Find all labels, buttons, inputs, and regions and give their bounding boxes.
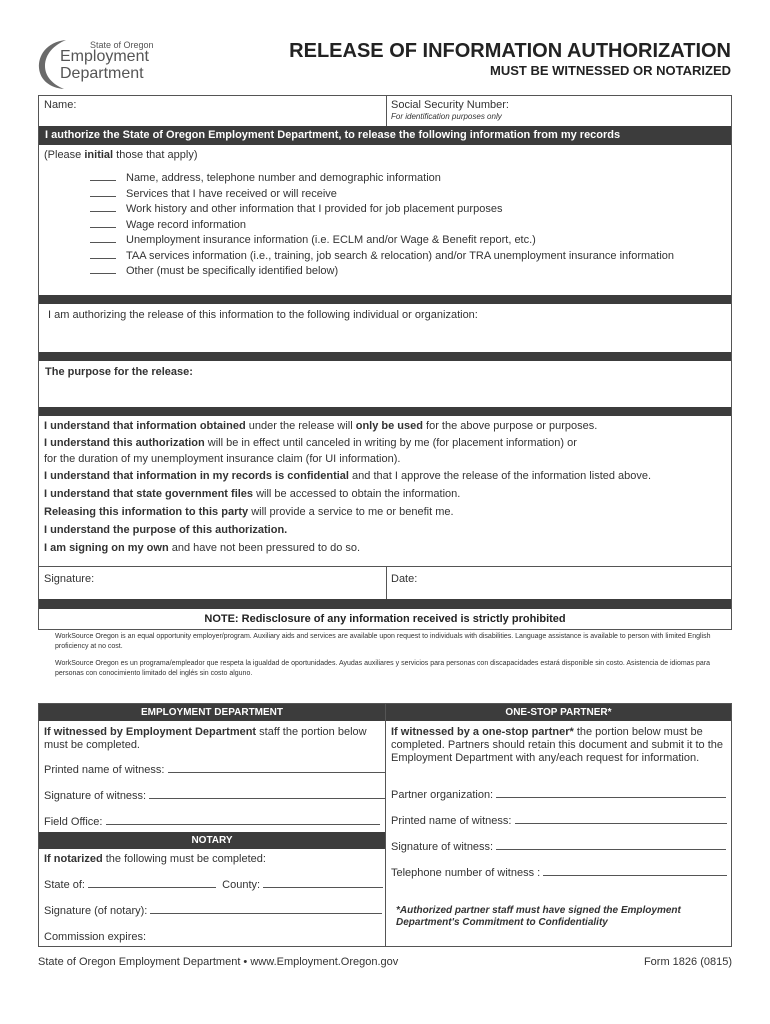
item-text: TAA services information (i.e., training, job search & relocation) and/or TRA unemployment insurance information xyxy=(126,249,675,262)
list-item[interactable] xyxy=(90,218,674,234)
initial-blank[interactable] xyxy=(90,249,116,259)
authorize-text: I authorize the State of Oregon Employment Department, to release the following information from my records xyxy=(45,129,621,141)
notary-commission-field[interactable] xyxy=(44,931,146,943)
list-item[interactable] xyxy=(90,171,674,187)
item-text: Work history and other information that I provided for job placement purposes xyxy=(126,203,503,215)
list-item[interactable] xyxy=(90,202,674,218)
statement-line: for the duration of my unemployment insurance claim (for UI information). xyxy=(44,453,401,465)
emp-dept-intro: If witnessed by Employment Department staff the portion below must be completed. xyxy=(44,726,367,751)
witness-column-divider xyxy=(385,704,386,946)
notary-commission-label: Commission expires: xyxy=(44,931,147,943)
initial-instruction xyxy=(44,149,197,161)
signature-input[interactable] xyxy=(39,567,386,599)
recipient-input[interactable] xyxy=(39,304,731,352)
initial-blank[interactable] xyxy=(90,171,116,181)
notary-county-label: County: xyxy=(222,879,261,891)
item-text: Wage record information xyxy=(126,218,247,231)
statement-line: I understand this authorization will be in effect until canceled in writing by me (for placement information) or xyxy=(44,437,577,449)
emp-printed-name-label: Printed name of witness: xyxy=(44,764,165,776)
form-subtitle: MUST BE WITNESSED OR NOTARIZED xyxy=(490,63,731,78)
name-input[interactable] xyxy=(39,96,386,126)
partner-footnote: *Authorized partner staff must have signed the Employment Department's Commitment to Confidentiality xyxy=(396,905,681,928)
info-items-list xyxy=(90,171,674,280)
one-stop-heading: ONE-STOP PARTNER* xyxy=(386,704,731,721)
emp-signature-label: Signature of witness: xyxy=(44,790,147,802)
initial-blank[interactable] xyxy=(90,264,116,274)
item-text: Unemployment insurance information (i.e. ECLM and/or Wage & Benefit report, etc.) xyxy=(126,234,536,246)
partner-signature-label: Signature of witness: xyxy=(391,841,494,853)
list-item[interactable] xyxy=(90,264,674,280)
initial-bold: initial xyxy=(84,149,114,161)
eeo-spanish: WorkSource Oregon es un programa/empleador que respeta la igualdad de oportunidades. Ayudas auxiliares y servicios para personas con discapacidades estará disponible sin costo. Asistencia de idiomas para personas con conocimiento limitado del inglés sin costo alguno. xyxy=(55,660,711,677)
footer-agency: State of Oregon Employment Department • www.Employment.Oregon.gov xyxy=(38,956,399,968)
partner-printed-name-field[interactable] xyxy=(391,815,727,827)
list-item[interactable] xyxy=(90,187,674,203)
statement-line: I understand the purpose of this authorization. xyxy=(44,524,288,536)
date-label: Date: xyxy=(391,573,418,585)
notary-state-label: State of: xyxy=(44,879,85,891)
initial-blank[interactable] xyxy=(90,187,116,197)
authorize-bar xyxy=(39,126,731,145)
partner-telephone-field[interactable] xyxy=(391,867,727,879)
emp-printed-name-field[interactable] xyxy=(44,764,386,776)
initial-blank[interactable] xyxy=(90,218,116,228)
list-item[interactable] xyxy=(90,249,674,265)
statement-line: Releasing this information to this party will provide a service to me or benefit me. xyxy=(44,506,454,518)
footer-form-number: Form 1826 (0815) xyxy=(643,956,732,968)
partner-printed-name-label: Printed name of witness: xyxy=(391,815,512,827)
separator-bar xyxy=(39,407,731,416)
logo-line2: Department xyxy=(60,65,144,82)
item-text: Name, address, telephone number and demographic information xyxy=(126,172,441,184)
purpose-input[interactable] xyxy=(39,361,731,407)
partner-telephone-label: Telephone number of witness : xyxy=(391,867,541,879)
ssn-label: Social Security Number: xyxy=(391,99,509,111)
initial-pre: (Please xyxy=(44,149,85,161)
separator-bar xyxy=(39,352,731,361)
form-title: RELEASE OF INFORMATION AUTHORIZATION xyxy=(289,40,731,62)
separator-bar xyxy=(39,599,731,609)
ssn-input[interactable] xyxy=(387,96,731,126)
logo-line1: Employment xyxy=(60,48,149,65)
statement-line: I am signing on my own and have not been pressured to do so. xyxy=(44,542,361,554)
item-text: Other (must be specifically identified below) xyxy=(126,265,339,277)
notary-state-county-field[interactable] xyxy=(44,879,383,891)
eeo-english: WorkSource Oregon is an equal opportunity employer/program. Auxiliary aids and services are available upon request to individuals with disabilities. Language assistance is available to person with limited English proficiency at no cost. xyxy=(55,633,711,650)
emp-dept-heading: EMPLOYMENT DEPARTMENT xyxy=(39,704,385,721)
initial-blank[interactable] xyxy=(90,202,116,212)
recipient-label: I am authorizing the release of this information to the following individual or organization: xyxy=(48,309,478,321)
date-input[interactable] xyxy=(387,567,731,599)
notary-signature-field[interactable] xyxy=(44,905,382,917)
agency-logo xyxy=(36,36,156,92)
partner-org-label: Partner organization: xyxy=(391,789,494,801)
signature-label: Signature: xyxy=(44,573,95,585)
name-label: Name: xyxy=(44,99,77,111)
emp-field-office-field[interactable] xyxy=(44,816,380,828)
emp-field-office-label: Field Office: xyxy=(44,816,103,828)
notary-heading: NOTARY xyxy=(39,832,385,849)
list-item[interactable] xyxy=(90,233,674,249)
ssn-note: For identification purposes only xyxy=(391,112,502,121)
understanding-statements xyxy=(44,417,651,557)
partner-org-field[interactable] xyxy=(391,789,726,801)
item-text: Services that I have received or will receive xyxy=(126,187,337,200)
purpose-label: The purpose for the release: xyxy=(45,366,193,378)
partner-signature-field[interactable] xyxy=(391,841,726,853)
notary-signature-label: Signature (of notary): xyxy=(44,905,148,917)
one-stop-intro: If witnessed by a one-stop partner* the portion below must be completed. Partners should retain this document and submit it to the Employment Department with any/each request for information. xyxy=(391,726,724,764)
separator-bar xyxy=(39,295,731,304)
notary-intro: If notarized the following must be completed: xyxy=(44,853,266,865)
redisclosure-note: NOTE: Redisclosure of any information received is strictly prohibited xyxy=(204,613,566,625)
emp-signature-field[interactable] xyxy=(44,790,385,802)
initial-blank[interactable] xyxy=(90,233,116,243)
logo-state-text: State of Oregon xyxy=(90,40,154,50)
statement-line: I understand that information obtained under the release will only be used for the above purpose or purposes. xyxy=(44,420,598,432)
statement-line: I understand that state government files will be accessed to obtain the information. xyxy=(44,488,461,500)
statement-line: I understand that information in my records is confidential and that I approve the release of the information listed above. xyxy=(44,470,652,482)
initial-post: those that apply) xyxy=(113,149,198,161)
